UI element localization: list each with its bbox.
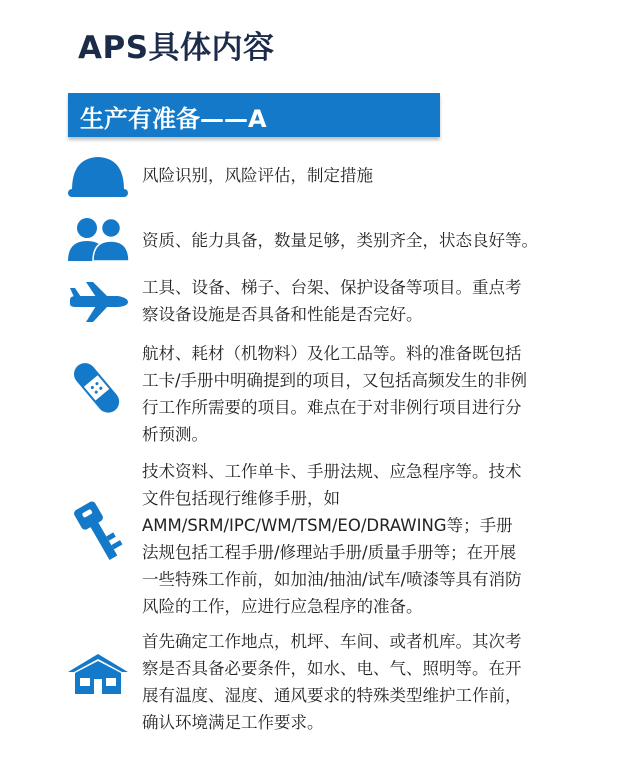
house-icon: [66, 652, 130, 696]
item-text: 工具、设备、梯子、台架、保护设备等项目。重点考 察设备设施是否具备和性能是否完好。: [142, 278, 522, 324]
item-text: 风险识别，风险评估，制定措施: [142, 166, 373, 185]
item-text: 航材、耗材（机物料）及化工品等。料的准备既包括 工卡/手册中明确提到的项目，又包括高频发生的非例 行工作所需要的项目。难点在于对非例行项目进行分 析预测。: [142, 344, 528, 444]
helmet-icon: [66, 152, 130, 212]
people-icon: [66, 213, 130, 273]
item-text: 资质、能力具备，数量足够，类别齐全，状态良好等。: [142, 231, 538, 250]
item-text: 技术资料、工作单卡、手册法规、应急程序等。技术 文件包括现行维修手册，如 AMM/SRM/IPC/WM/TSM/EO/DRAWING等；手册 法规包括工程手册/修理站手册/质量手册等；在开展 一些特殊工作前，如加油/抽油/试车/喷漆等具有消防 风险的工作，应进行应急程序的准备。: [142, 462, 522, 616]
key-icon: [66, 500, 130, 564]
item-text: 首先确定工作地点，机坪、车间、或者机库。其次考 察是否具备必要条件，如水、电、气、照明等。在开 展有温度、湿度、通风要求的特殊类型维护工作前， 确认环境满足工作要求。: [142, 632, 522, 732]
airplane-icon: [66, 280, 130, 340]
section-banner-label: 生产有准备——A: [80, 105, 267, 133]
section-banner: [68, 93, 440, 137]
bandage-icon: [66, 356, 130, 420]
page-title: APS具体内容: [78, 30, 275, 66]
